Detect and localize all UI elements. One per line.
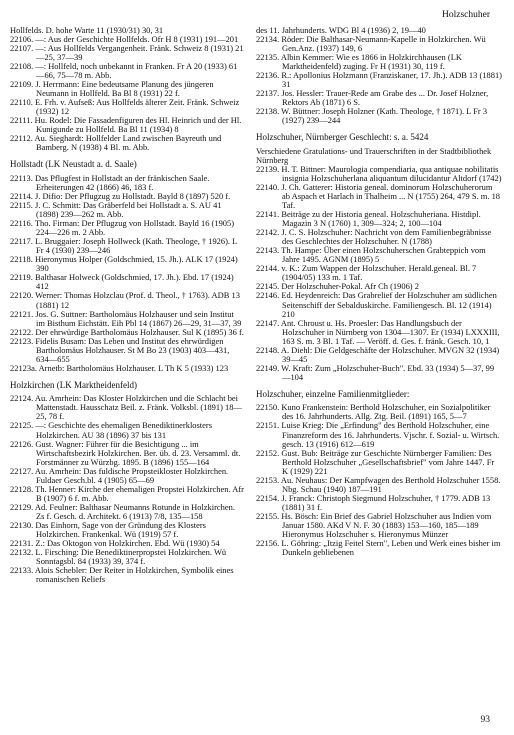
bibliography-entry: 22106. —: Aus der Geschichte Hollfelds. Ofr H 8 (1931) 191—201	[10, 34, 239, 45]
bibliography-entry: 22120. Werner: Thomas Holzclau (Prof. d. Theol., † 1763). ADB 13 (1881) 12	[10, 290, 240, 310]
bibliography-entry: 22119. Balthasar Holweck (Goldschmied, 17. Jh.). Ebd. 17 (1924) 412	[10, 272, 234, 292]
bibliography-entry: 22128. Th. Henner: Kirche der ehemaligen Propstei Holzkirchen. Afr B (1907) 6 f. m. Abb.	[10, 483, 244, 503]
bibliography-entry: 22111. Hu. Rodel: Die Fassadenfiguren des Hl. Heinrich und der Hl. Kunigunde zu Hollfeld. Ba Bl 11 (1934) 8	[10, 115, 242, 135]
bibliography-entry: 22152. Gust. Bub: Beiträge zur Geschichte Nürnberger Familien: Des Berthold Holzschuher „Gesellschaftsbrief" vom Jahre 1447. Fr K (1929) 221	[256, 447, 495, 476]
bibliography-entry: 22131. Z.: Das Oktogon von Holzkirchen. Ebd. Wü (1930) 54	[10, 537, 220, 548]
bibliography-entry: 22136. R.: Apollonius Holzmann (Franziskaner, 17. Jh.). ADB 13 (1881) 31	[256, 70, 502, 90]
bibliography-entry: 22113. Das Pflugfest in Hollstadt an der fränkischen Saale. Erheiterungen 42 (1866) 46, 183 f.	[10, 173, 210, 193]
bibliography-entry: 22123a. Arnetb: Bartholomäus Holzhauser. L Th K 5 (1933) 123	[10, 362, 229, 373]
section-heading: Holzschuher, Nürnberger Geschlecht: s. a. 5424	[256, 132, 429, 143]
bibliography-entry: Hollfelds. D. hohe Warte 11 (1930/31) 30, 31	[10, 25, 164, 35]
bibliography-entry: 22123. Fidelis Busam: Das Leben und Institut des ehrwürdigen Bartholomäus Holzhauser. St M Bo 23 (1903) 403—431, 634—655	[10, 335, 230, 364]
section-heading: Holzkirchen (LK Marktheidenfeld)	[10, 379, 137, 390]
bibliography-entry: 22109. J. Herrmann: Eine bedeutsame Planung des jüngeren Neumann in Hollfeld. Ba Bl 8 (1931) 22 f.	[10, 79, 214, 99]
bibliography-entry: 22130. Das Einhorn, Sage von der Gründung des Klosters Holzkirchen. Frankenkal. Wü (1919) 57 f.	[10, 519, 206, 539]
bibliography-entry: 22125. —: Geschichte des ehemaligen Benediktinerklosters Holzkirchen. AU 38 (1896) 37 bis 131	[10, 420, 212, 440]
bibliography-entry: 22108. —: Hollfeld, noch unbekannt in Franken. Fr A 20 (1933) 61—66, 75—78 m. Abb.	[10, 61, 238, 81]
bibliography-entry: 22110. E. Frh. v. Aufseß: Aus Hollfelds älterer Zeit. Fränk. Schweiz (1932) 12	[10, 97, 240, 117]
bibliography-entry: 22156. L. Göhring: „Itzig Feitel Stern", Leben und Werk eines bisher im Dunkeln gebliebenen	[256, 537, 501, 557]
page-number: 93	[480, 715, 490, 725]
bibliography-entry: 22134. Röder: Die Balthasar-Neumann-Kapelle in Holzkirchen. Wü Gen.Anz. (1937) 149, 6	[256, 34, 486, 54]
bibliography-entry: 22146. Ed. Heydenreich: Das Grabrelief der Holzschuher am südlichen Seitenschiff der Sebalduskirche. Familiengesch. Bl. 12 (1914) 210	[256, 290, 497, 319]
bibliography-entry: 22133. Alois Schebler: Der Reiter in Holzkirchen, Symbolik eines romanischen Reliefs	[10, 564, 234, 584]
bibliography-entry: 22112. Au. Sieghardt: Hollfelder Land zwischen Bayreuth und Bamberg. N (1938) 4 Bl. m. Abb.	[10, 133, 222, 153]
bibliography-entry: 22149. W. Kraft: Zum „Holzschuher-Buch". Ebd. 33 (1934) 5—37, 99—104	[256, 362, 495, 382]
bibliography-entry: 22153. Au. Neuhaus: Der Kampfwagen des Berthold Holzschuher 1558. Nbg. Schau (1940) 187—191	[256, 474, 501, 494]
bibliography-entry: 22147. Ant. Chroust u. Hs. Proesler: Das Handlungsbuch der Holzschuher in Nürnberg von 1304—1307. Er (1934) LXXXIII, 163 S. m. 3 Bl. 1 Taf. — Veröff. d. Ges. f. fränk. Gesch. 10, 1	[256, 317, 500, 346]
left-column	[10, 26, 244, 584]
bibliography-entry: 22138. W. Büttner: Joseph Holzner (Kath. Theologe, † 1871). L Fr 3 (1927) 239—244	[256, 106, 488, 126]
bibliography-entry: 22144. v. K.: Zum Wappen der Holzschuher. Herald.geneal. Bl. 7 (1904/05) 133 m. 1 Taf.	[256, 263, 477, 283]
bibliography-entry: 22141. Beiträge zu der Historia geneal. Holzschuheriana. Histdipl. Magazin 3 N (1760) 1, 309—324; 2, 100—104	[256, 209, 481, 229]
section-heading: Hollstadt (LK Neustadt a. d. Saale)	[10, 159, 137, 170]
bibliography-entry: 22122. Der ehrwürdige Bartholomäus Holzhauser. Sul K (1895) 36 f.	[10, 326, 244, 337]
bibliography-entry: 22150. Kuno Frankenstein: Berthold Holzschuher, ein Sozialpolitiker des 16. Jahrhunderts. Allg. Ztg. Beil. (1891) 165, 5—7	[256, 402, 491, 422]
bibliography-entry: 22118. Hieronymus Holper (Goldschmied, 15. Jh.). ALK 17 (1924) 390	[10, 254, 238, 274]
bibliography-entry: 22127. Au. Amrhein: Das fuldische Propsteikloster Holzkirchen. Fuldaer Gesch.bl. 4 (1905) 65—69	[10, 465, 229, 485]
bibliography-entry: 22132. L. Firsching: Die Benediktinerpropstei Holzkirchen. Wü Sonntagsbl. 84 (1933) 39, 374 f.	[10, 546, 227, 566]
bibliography-entry: 22124. Au. Amrhein: Das Kloster Holzkirchen und die Schlacht bei Mattenstadt. Hausschatz Beil. z. Fränk. Volksbl. (1891) 18—25, 78 f.	[10, 393, 242, 422]
bibliography-entry: 22107. —: Aus Hollfelds Vergangenheit. Fränk. Schweiz 8 (1931) 21—25, 37—39	[10, 43, 244, 63]
bibliography-entry: 22151. Luise Krieg: Die „Erfindung" des Berthold Holzschuher, eine Finanzreform des 16. Jahrhunderts. Vjschr. f. Sozial- u. Wirtsch. gesch. 13 (1916) 612—619	[256, 420, 500, 449]
section-heading: Holzschuher, einzelne Familienmitglieder:	[256, 388, 410, 399]
bibliography-entry: 22117. L. Bruggaier: Joseph Hollweck (Kath. Theologe, † 1926). L Fr 4 (1930) 239—246	[10, 236, 237, 256]
bibliography-entry: 22145. Der Holzschuher-Pokal. Afr Ch (1906) 2	[256, 281, 419, 292]
bibliography-entry: 22139. H. T. Bittner: Maurologia compendiaria, qua antiquae nobilitatis insignia Holzschuherlana aliquantum dilucidantur Altdorf (1742)	[256, 164, 502, 184]
bibliography-entry: 22148. A. Diehl: Die Geldgeschäfte der Holzschuher. MVGN 32 (1934) 39—45	[256, 344, 500, 364]
bibliography-entry: 22155. Hs. Bösch: Ein Brief des Gabriel Holzschuher aus Indien vom Januar 1580. AKd V N. F. 30 (1883) 153—160, 185—189 Hieronymus Holzschuher s. Hieronymus Münzer	[256, 510, 492, 539]
bibliography-entry: 22143. Th. Hampe: Über einen Holzschuherschen Grabteppich vom Jahre 1495. AGNM (1895) 5	[256, 245, 486, 265]
bibliography-entry: 22114. J. Difio: Der Pflugzug zu Hollstadt. Bayld 8 (1897) 520 f.	[10, 191, 231, 202]
bibliography-entry: 22137. Jos. Hessler: Trauer-Rede am Grabe des ... Dr. Josef Holzner, Rektors Ab (1871) 6 S.	[256, 88, 489, 108]
bibliography-entry: 22140. J. Ch. Gatterer: Historia geneal. dominorum Holzschuherorum ab Aspach et Harlach in Thalheim ... N (1755) 264, 479 S. m. 18 Taf.	[256, 182, 501, 211]
bibliography-entry: 22115. J. C. Schmitt: Das Gräberfeld bei Hollstadt a. S. AU 41 (1898) 239—262 m. Abb.	[10, 200, 222, 220]
bibliography-entry: 22126. Gust. Wagner: Führer für die Besichtigung ... im Wirtschaftsbezirk Holzkirchen. Ber. üb. d. 23. Versamml. dt. Forstmänner zu Würzbg. 1895. B (1896) 155—164	[10, 438, 241, 467]
bibliography-entry: 22154. J. Franck: Christoph Siegmund Holzschuher, † 1779. ADB 13 (1881) 31 f.	[256, 492, 491, 512]
bibliography-entry: 22121. Jos. G. Suttner: Bartholomäus Holzhauser und sein Institut im Bisthum Eichstätt. Eih Pbl 14 (1867) 26—29, 31—37, 39	[10, 308, 242, 328]
bibliography-entry: 22129. Ad. Feulner: Balthasar Neumanns Rotunde in Holzkirchen. Zs f. Gesch. d. Architekt. 6 (1913) 7/8, 135—158	[10, 501, 235, 521]
bibliography-entry: 22116. Tho. Firman: Der Pflugzug von Hollstadt. Bayld 16 (1905) 224—226 m. 2 Abb.	[10, 218, 235, 238]
running-header: Holzschuher	[441, 10, 490, 20]
bibliography-entry: 22142. J. C. S. Holzschuher: Nachricht von dem Familienbegräbnisse des Geschlechtes der Holzschuher. N (1788)	[256, 227, 492, 247]
section-note: Verschiedene Gratulations- und Trauerschriften in der Stadtbibliothek Nürnberg	[256, 145, 492, 165]
bibliography-entry: des 11. Jahrhunderts. WDG Bl 4 (1936) 2, 19—40	[256, 25, 426, 35]
bibliography-entry: 22135. Albin Kemmer: Wie es 1866 in Holzkirchhausen (LK Marktheidenfeld) zuging. Fr H (1931) 30, 119 f.	[256, 52, 462, 72]
right-column	[256, 26, 502, 557]
